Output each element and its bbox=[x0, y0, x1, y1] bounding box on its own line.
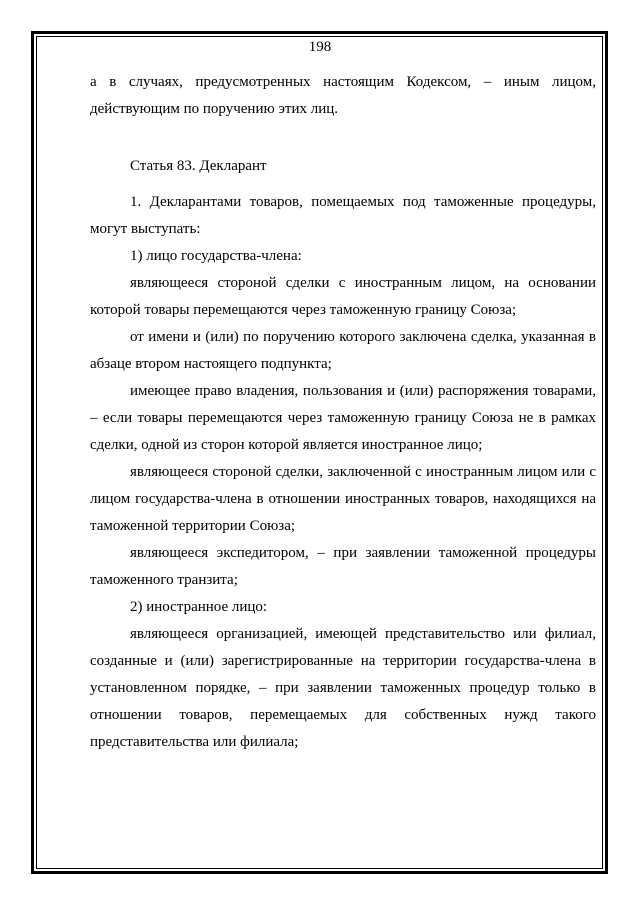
paragraph: являющееся стороной сделки с иностранным лицом, на основании которой товары перемещаются через таможенную границу Союза; bbox=[90, 275, 596, 318]
paragraph: имеющее право владения, пользования и (или) распоряжения товарами, – если товары перемещаются через таможенную границу Союза не в рамках сделки, одной из сторон которой является иностранное лицо; bbox=[90, 383, 596, 453]
page-number: 198 bbox=[308, 39, 332, 55]
paragraph: являющееся экспедитором, – при заявлении таможенной процедуры таможенного транзита; bbox=[90, 545, 596, 588]
subitem-1-heading: 1) лицо государства-члена: bbox=[130, 248, 302, 264]
paragraph-item-1: 1. Декларантами товаров, помещаемых под таможенные процедуры, могут выступать: bbox=[90, 194, 596, 237]
continuation-paragraph: а в случаях, предусмотренных настоящим Кодексом, – иным лицом, действующим по поручению этих лиц. bbox=[90, 74, 596, 117]
document-body bbox=[90, 69, 596, 756]
paragraph: являющееся организацией, имеющей представительство или филиал, созданные и (или) зарегистрированные на территории государства-члена в установленном порядке, – при заявлении таможенных процедур только в отношении товаров, перемещаемых для собственных нужд такого представительства или филиала; bbox=[90, 626, 596, 750]
subitem-2-heading: 2) иностранное лицо: bbox=[130, 599, 268, 615]
paragraph: являющееся стороной сделки, заключенной с иностранным лицом или с лицом государства-члена в отношении иностранных товаров, находящихся на таможенной территории Союза; bbox=[90, 464, 596, 534]
paragraph: от имени и (или) по поручению которого заключена сделка, указанная в абзаце втором настоящего подпункта; bbox=[90, 329, 596, 372]
article-heading: Статья 83. Декларант bbox=[130, 158, 267, 174]
